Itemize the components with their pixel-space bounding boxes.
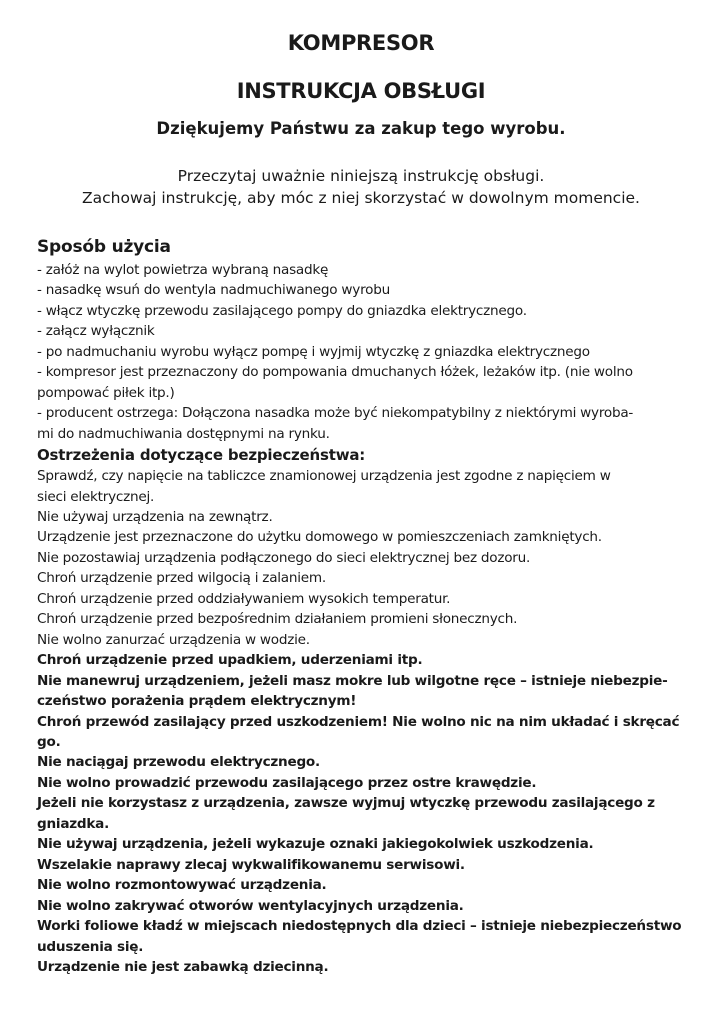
warning-line: Chroń urządzenie przed bezpośrednim działaniem promieni słonecznych. xyxy=(37,611,518,628)
warning-line-bold: Urządzenie nie jest zabawką dziecinną. xyxy=(37,958,329,975)
warning-line-bold: Nie wolno rozmontowywać urządzenia. xyxy=(37,877,327,894)
warning-line-bold: Worki foliowe kładź w miejscach niedostępnych dla dzieci – istnieje niebezpieczeństwo xyxy=(37,918,682,935)
document-subtitle: INSTRUKCJA OBSŁUGI xyxy=(236,79,486,103)
usage-heading: Sposób użycia xyxy=(37,237,171,257)
usage-line: - załącz wyłącznik xyxy=(37,323,155,340)
intro-text xyxy=(0,165,722,209)
warning-line-bold: Nie wolno prowadzić przewodu zasilającego przez ostre krawędzie. xyxy=(37,774,537,791)
warning-line: Urządzenie jest przeznaczone do użytku domowego w pomieszczeniach zamkniętych. xyxy=(37,529,602,546)
usage-line: - włącz wtyczkę przewodu zasilającego pompy do gniazdka elektrycznego. xyxy=(37,302,527,319)
warning-line: Nie wolno zanurzać urządzenia w wodzie. xyxy=(37,631,310,648)
warning-line: Chroń urządzenie przed wilgocią i zalaniem. xyxy=(37,570,326,587)
thanks-line: Dziękujemy Państwu za zakup tego wyrobu. xyxy=(156,119,566,138)
usage-line: - producent ostrzega: Dołączona nasadka może być niekompatybilny z niektórymi wyroba- xyxy=(37,405,634,422)
warning-line-bold: Nie wolno zakrywać otworów wentylacyjnych urządzenia. xyxy=(37,897,464,914)
intro-line: Przeczytaj uważnie niniejszą instrukcję obsługi. xyxy=(177,167,545,185)
warning-line-bold: go. xyxy=(37,733,61,750)
warning-line-bold: czeństwo porażenia prądem elektrycznym! xyxy=(37,693,357,710)
warning-line: Sprawdź, czy napięcie na tabliczce znamionowej urządzenia jest zgodne z napięciem w xyxy=(37,468,611,485)
warning-line-bold: Nie manewruj urządzeniem, jeżeli masz mokre lub wilgotne ręce – istnieje niebezpie- xyxy=(37,672,668,689)
document-title: KOMPRESOR xyxy=(287,31,435,55)
warning-line-bold: Nie naciągaj przewodu elektrycznego. xyxy=(37,754,320,771)
instruction-content xyxy=(37,234,697,977)
usage-line: mi do nadmuchiwania dostępnymi na rynku. xyxy=(37,425,330,442)
warning-line-bold: Chroń przewód zasilający przed uszkodzeniem! Nie wolno nic na nim układać i skręcać xyxy=(37,713,680,730)
warning-line: sieci elektrycznej. xyxy=(37,488,155,505)
intro-line: Zachowaj instrukcję, aby móc z niej skorzystać w dowolnym momencie. xyxy=(82,189,640,207)
usage-line: - kompresor jest przeznaczony do pompowania dmuchanych łóżek, leżaków itp. (nie wolno xyxy=(37,364,633,381)
usage-line: - załóż na wylot powietrza wybraną nasadkę xyxy=(37,262,329,278)
warning-line: Nie używaj urządzenia na zewnątrz. xyxy=(37,508,273,525)
warning-line-bold: Jeżeli nie korzystasz z urządzenia, zawsze wyjmuj wtyczkę przewodu zasilającego z xyxy=(37,795,655,812)
warnings-heading: Ostrzeżenia dotyczące bezpieczeństwa: xyxy=(37,446,366,465)
warning-line-bold: Chroń urządzenie przed upadkiem, uderzeniami itp. xyxy=(37,652,423,669)
usage-line: pompować piłek itp.) xyxy=(37,384,175,401)
warning-line-bold: Wszelakie naprawy zlecaj wykwalifikowanemu serwisowi. xyxy=(37,856,465,873)
warning-line: Nie pozostawiaj urządzenia podłączonego do sieci elektrycznej bez dozoru. xyxy=(37,549,531,566)
warning-line-bold: uduszenia się. xyxy=(37,938,144,955)
usage-line: - nasadkę wsuń do wentyla nadmuchiwanego wyrobu xyxy=(37,282,390,299)
warning-line: Chroń urządzenie przed oddziaływaniem wysokich temperatur. xyxy=(37,590,451,607)
warning-line-bold: gniazdka. xyxy=(37,815,110,832)
usage-line: - po nadmuchaniu wyrobu wyłącz pompę i wyjmij wtyczkę z gniazdka elektrycznego xyxy=(37,343,590,360)
warning-line-bold: Nie używaj urządzenia, jeżeli wykazuje oznaki jakiegokolwiek uszkodzenia. xyxy=(37,836,594,853)
